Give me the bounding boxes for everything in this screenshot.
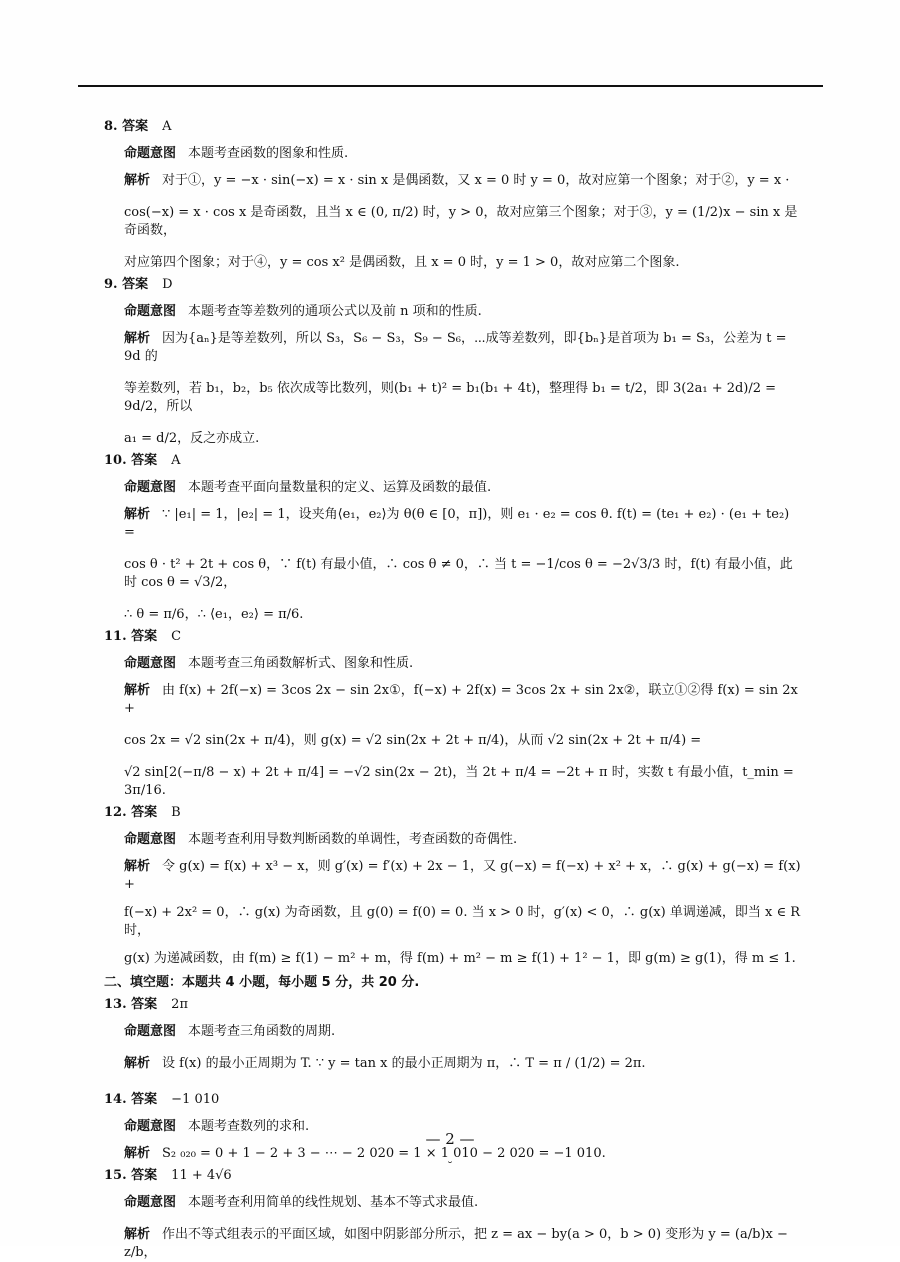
intent-text: 本题考查等差数列的通项公式以及前 n 项和的性质. (188, 304, 482, 319)
answer-label: 答案 (131, 1168, 158, 1183)
intent-text: 本题考查平面向量数量积的定义、运算及函数的最值. (188, 480, 492, 495)
analysis-continuation: 对应第四个图象；对于④，y = cos x² 是偶函数，且 x = 0 时，y = 1 > 0，故对应第二个图象. (124, 255, 680, 270)
answer-item (104, 804, 804, 968)
item-heading (104, 804, 804, 822)
analysis-line (104, 1226, 804, 1262)
answer-value: D (162, 277, 173, 292)
analysis-label: 解析 (124, 1227, 151, 1242)
answer-value: 2π (171, 997, 188, 1012)
analysis-label: 解析 (124, 859, 151, 874)
analysis-label: 解析 (124, 683, 151, 698)
intent-label: 命题意图 (124, 656, 177, 671)
answer-value: A (162, 119, 172, 134)
intent-line (104, 655, 804, 673)
analysis-line (104, 506, 804, 542)
answer-value: 11 + 4√6 (171, 1168, 232, 1183)
analysis-label: 解析 (124, 1056, 151, 1071)
answer-label: 答案 (131, 1092, 158, 1107)
item-heading (104, 118, 804, 136)
answer-label: 答案 (131, 805, 158, 820)
analysis-label: 解析 (124, 173, 151, 188)
answer-item (104, 118, 804, 272)
analysis-continuation: cos θ · t² + 2t + cos θ，∵ f(t) 有最小值，∴ cos θ ≠ 0，∴ 当 t = −1/cos θ = −2√3/3 时，f(t) 有最小值，此时 cos θ = √3/2， (124, 557, 793, 590)
analysis-text: ∵ |e₁| = 1，|e₂| = 1，设夹角⟨e₁，e₂⟩为 θ(θ ∈ [0，π])，则 e₁ · e₂ = cos θ. f(t) = (te₁ + e₂) · (e₁ + te₂) = (124, 507, 790, 540)
analysis-text: 由 f(x) + 2f(−x) = 3cos 2x − sin 2x①，f(−x) + 2f(x) = 3cos 2x + sin 2x②，联立①②得 f(x) = sin 2x + (124, 683, 798, 716)
item-number: 15. (104, 1168, 127, 1183)
intent-text: 本题考查三角函数解析式、图象和性质. (188, 656, 414, 671)
intent-text: 本题考查利用简单的线性规划、基本不等式求最值. (188, 1195, 479, 1210)
answer-item (104, 628, 804, 800)
intent-text: 本题考查函数的图象和性质. (188, 146, 349, 161)
analysis-continuation: 等差数列，若 b₁，b₂，b₅ 依次成等比数列，则(b₁ + t)² = b₁(b₁ + 4t)，整理得 b₁ = t/2，即 3(2a₁ + 2d)/2 = 9d/2，所以 (124, 381, 777, 414)
analysis-continuation: √2 sin[2(−π/8 − x) + 2t + π/4] = −√2 sin(2x − 2t)，当 2t + π/4 = −2t + π 时，实数 t 有最小值，t_min = 3π/16. (124, 765, 794, 798)
analysis-text: 设 f(x) 的最小正周期为 T. ∵ y = tan x 的最小正周期为 π，∴ T = π / (1/2) = 2π. (162, 1056, 646, 1071)
analysis-line (104, 1055, 804, 1073)
intent-label: 命题意图 (124, 304, 177, 319)
intent-label: 命题意图 (124, 832, 177, 847)
item-heading (104, 452, 804, 470)
analysis-label: 解析 (124, 331, 151, 346)
intent-label: 命题意图 (124, 146, 177, 161)
analysis-label: 解析 (124, 507, 151, 522)
analysis-label: 解析 (124, 1146, 151, 1161)
item-heading (104, 1167, 804, 1185)
item-heading (104, 628, 804, 646)
analysis-text: S₂ ₀₂₀ = 0 + 1 − 2 + 3 − ⋯ − 2 020 = 1 × 1 010 − 2 020 = −1 010. (162, 1146, 606, 1161)
page-number: — 2 — (425, 1130, 475, 1148)
intent-line (104, 831, 804, 849)
intent-label: 命题意图 (124, 1024, 177, 1039)
answer-value: −1 010 (171, 1092, 220, 1107)
answer-item (104, 1091, 804, 1163)
answer-value: C (171, 629, 182, 644)
answer-item (104, 996, 804, 1073)
intent-text: 本题考查数列的求和. (188, 1119, 310, 1134)
intent-line (104, 1023, 804, 1041)
analysis-continuation: f(−x) + 2x² = 0，∴ g(x) 为奇函数，且 g(0) = f(0) = 0. 当 x > 0 时，g′(x) < 0，∴ g(x) 单调递减，即当 x ∈ R 时， (124, 905, 800, 938)
intent-line (104, 1194, 804, 1212)
answer-value: A (171, 453, 181, 468)
answer-label: 答案 (122, 119, 149, 134)
intent-line (104, 479, 804, 497)
analysis-continuation: g(x) 为递减函数，由 f(m) ≥ f(1) − m² + m，得 f(m) + m² − m ≥ f(1) + 1² − 1，即 g(m) ≥ g(1)，得 m ≤ 1. (124, 951, 796, 966)
item-number: 12. (104, 805, 127, 820)
section-heading: 二、填空题：本题共 4 小题，每小题 5 分，共 20 分. (104, 975, 420, 990)
analysis-text: 令 g(x) = f(x) + x³ − x，则 g′(x) = f′(x) + 2x − 1，又 g(−x) = f(−x) + x² + x，∴ g(x) + g(−x) = f(x) + (124, 859, 801, 892)
analysis-text: 对于①，y = −x · sin(−x) = x · sin x 是偶函数，又 x = 0 时 y = 0，故对应第一个图象；对于②，y = x · (162, 173, 790, 188)
intent-label: 命题意图 (124, 1195, 177, 1210)
analysis-continuation: cos(−x) = x · cos x 是奇函数，且当 x ∈ (0, π/2) 时，y > 0，故对应第三个图象；对于③，y = (1/2)x − sin x 是奇函数， (124, 205, 798, 238)
answer-content (104, 114, 804, 1262)
item-heading (104, 1091, 804, 1109)
answer-item (104, 1167, 804, 1262)
answer-item (104, 276, 804, 448)
answer-label: 答案 (122, 277, 149, 292)
item-heading (104, 276, 804, 294)
analysis-line (104, 682, 804, 718)
item-number: 13. (104, 997, 127, 1012)
answer-label: 答案 (131, 997, 158, 1012)
item-number: 9. (104, 277, 118, 292)
intent-line (104, 145, 804, 163)
header-rule (78, 85, 823, 87)
analysis-line (104, 172, 804, 190)
intent-line (104, 303, 804, 321)
analysis-continuation: ∴ θ = π/6，∴ ⟨e₁，e₂⟩ = π/6. (124, 607, 304, 622)
answer-label: 答案 (131, 453, 158, 468)
intent-label: 命题意图 (124, 480, 177, 495)
analysis-line (104, 858, 804, 894)
answer-label: 答案 (131, 629, 158, 644)
intent-text: 本题考查三角函数的周期. (188, 1024, 336, 1039)
item-heading (104, 996, 804, 1014)
item-number: 8. (104, 119, 118, 134)
intent-label: 命题意图 (124, 1119, 177, 1134)
analysis-continuation: a₁ = d/2，反之亦成立. (124, 431, 260, 446)
analysis-continuation: cos 2x = √2 sin(2x + π/4)，则 g(x) = √2 sin(2x + 2t + π/4)，从而 √2 sin(2x + 2t + π/4) = (124, 733, 702, 748)
analysis-line (104, 330, 804, 366)
item-number: 11. (104, 629, 127, 644)
answer-value: B (171, 805, 181, 820)
item-number: 10. (104, 453, 127, 468)
answer-item (104, 452, 804, 624)
analysis-text: 作出不等式组表示的平面区域，如图中阴影部分所示，把 z = ax − by(a > 0，b > 0) 变形为 y = (a/b)x − z/b， (124, 1227, 788, 1260)
analysis-text: 因为{aₙ}是等差数列，所以 S₃，S₆ − S₃，S₉ − S₆，⋯成等差数列，即{bₙ}是首项为 b₁ = S₃，公差为 t = 9d 的 (124, 331, 787, 364)
item-number: 14. (104, 1092, 127, 1107)
intent-text: 本题考查利用导数判断函数的单调性，考查函数的奇偶性. (188, 832, 518, 847)
bottom-mark: ˘ (447, 1160, 453, 1174)
